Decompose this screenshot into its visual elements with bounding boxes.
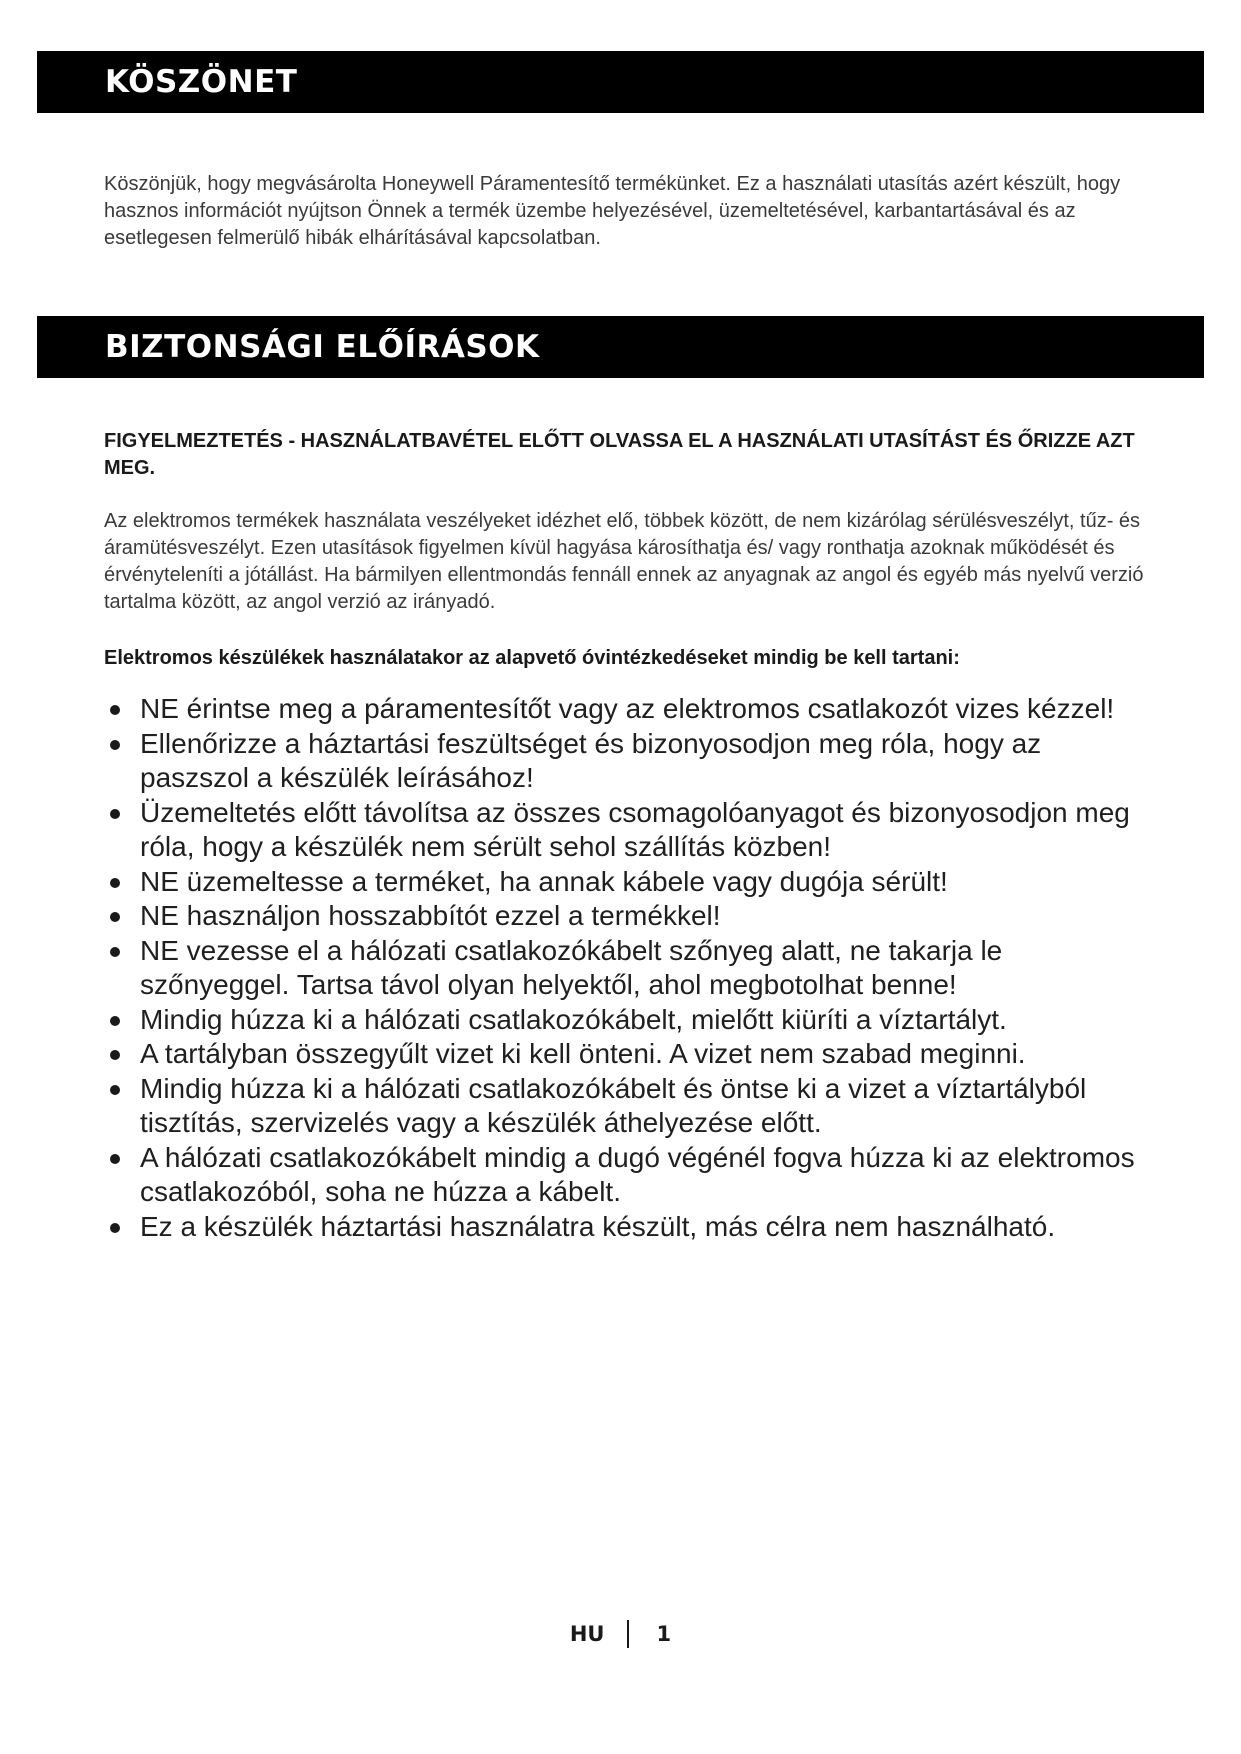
page-footer [0,1620,1241,1648]
list-item [104,1037,1140,1072]
list-item [104,899,1140,934]
list-item [104,1003,1140,1038]
section-title-thanks: KÖSZÖNET [105,64,298,100]
precautions-heading: Elektromos készülékek használatakor az alapvető óvintézkedéseket mindig be kell tartani: [104,647,960,669]
bullet-icon [110,1050,120,1060]
list-item-text: Mindig húzza ki a hálózati csatlakozókábelt, mielőtt kiüríti a víztartályt. [140,1003,1007,1035]
bullet-icon [110,878,120,888]
thanks-paragraph: Köszönjük, hogy megvásárolta Honeywell Páramentesítő termékünket. Ez a használati utasítás azért készült, hogy hasznos információt nyújtson Önnek a termék üzembe helyezésével, üzemeltetésével, karbantartásával és az esetlegesen felmerülő hibák elhárításával kapcsolatban. [104,173,1121,249]
list-item [104,1141,1140,1210]
bullet-icon [110,740,120,750]
list-item [104,1210,1140,1245]
list-item-text: NE üzemeltesse a terméket, ha annak kábele vagy dugója sérült! [140,865,948,897]
list-item-text: A tartályban összegyűlt vizet ki kell önteni. A vizet nem szabad meginni. [140,1038,1026,1069]
bullet-icon [110,947,120,957]
bullet-icon [110,1154,120,1164]
bullet-icon [110,912,120,922]
safety-bullet-list [104,692,1140,1244]
list-item-text: Ez a készülék háztartási használatra készült, más célra nem használható. [140,1210,1056,1242]
list-item [104,1072,1140,1141]
section-title-safety: BIZTONSÁGI ELŐÍRÁSOK [105,329,540,365]
list-item [104,727,1140,796]
bullet-icon [110,1085,120,1095]
list-item [104,796,1140,865]
list-item [104,865,1140,900]
safety-intro-paragraph: Az elektromos termékek használata veszélyeket idézhet elő, többek között, de nem kizárólag sérülésveszélyt, tűz- és áramütésveszélyt. Ezen utasítások figyelmen kívül hagyása károsíthatja és/ vagy ronthatja azoknak működését és érvényteleníti a jótállást. Ha bármilyen ellentmondás fennáll ennek az anyagnak az angol és egyéb más nyelvű verzió tartalma között, az angol verzió az irányadó. [104,510,1144,613]
list-item-text: A hálózati csatlakozókábelt mindig a dugó végénél fogva húzza ki az elektromos csatlakozóból, soha ne húzza a kábelt. [140,1141,1135,1207]
list-item [104,934,1140,1003]
list-item-text: Ellenőrizze a háztartási feszültséget és bizonyosodjon meg róla, hogy az paszszol a készülék leírásához! [140,727,1042,793]
bullet-icon [110,809,120,819]
list-item-text: NE vezesse el a hálózati csatlakozókábelt szőnyeg alatt, ne takarja le szőnyeggel. Tartsa távol olyan helyektől, ahol megbotolhat benne! [140,934,1003,1000]
list-item-text: Üzemeltetés előtt távolítsa az összes csomagolóanyagot és bizonyosodjon meg róla, hogy a készülék nem sérült sehol szállítás közben! [140,796,1130,862]
list-item-text: NE érintse meg a páramentesítőt vagy az elektromos csatlakozót vizes kézzel! [140,693,1115,724]
section-header-safety [37,316,1204,378]
section-header-thanks [37,51,1204,113]
bullet-icon [110,1223,120,1233]
bullet-icon [110,1016,120,1026]
footer-language: HU [569,1622,605,1646]
page-number: 1 [656,1622,672,1646]
bullet-icon [110,705,120,715]
list-item-text: Mindig húzza ki a hálózati csatlakozókábelt és öntse ki a vizet a víztartályból tisztítás, szervizelés vagy a készülék áthelyezése előtt. [140,1072,1087,1138]
list-item-text: NE használjon hosszabbítót ezzel a termékkel! [140,900,721,931]
list-item [104,692,1140,727]
warning-heading: FIGYELMEZTETÉS - HASZNÁLATBAVÉTEL ELŐTT OLVASSA EL A HASZNÁLATI UTASÍTÁST ÉS ŐRIZZE AZT MEG. [104,430,1135,479]
footer-divider [627,1620,629,1648]
